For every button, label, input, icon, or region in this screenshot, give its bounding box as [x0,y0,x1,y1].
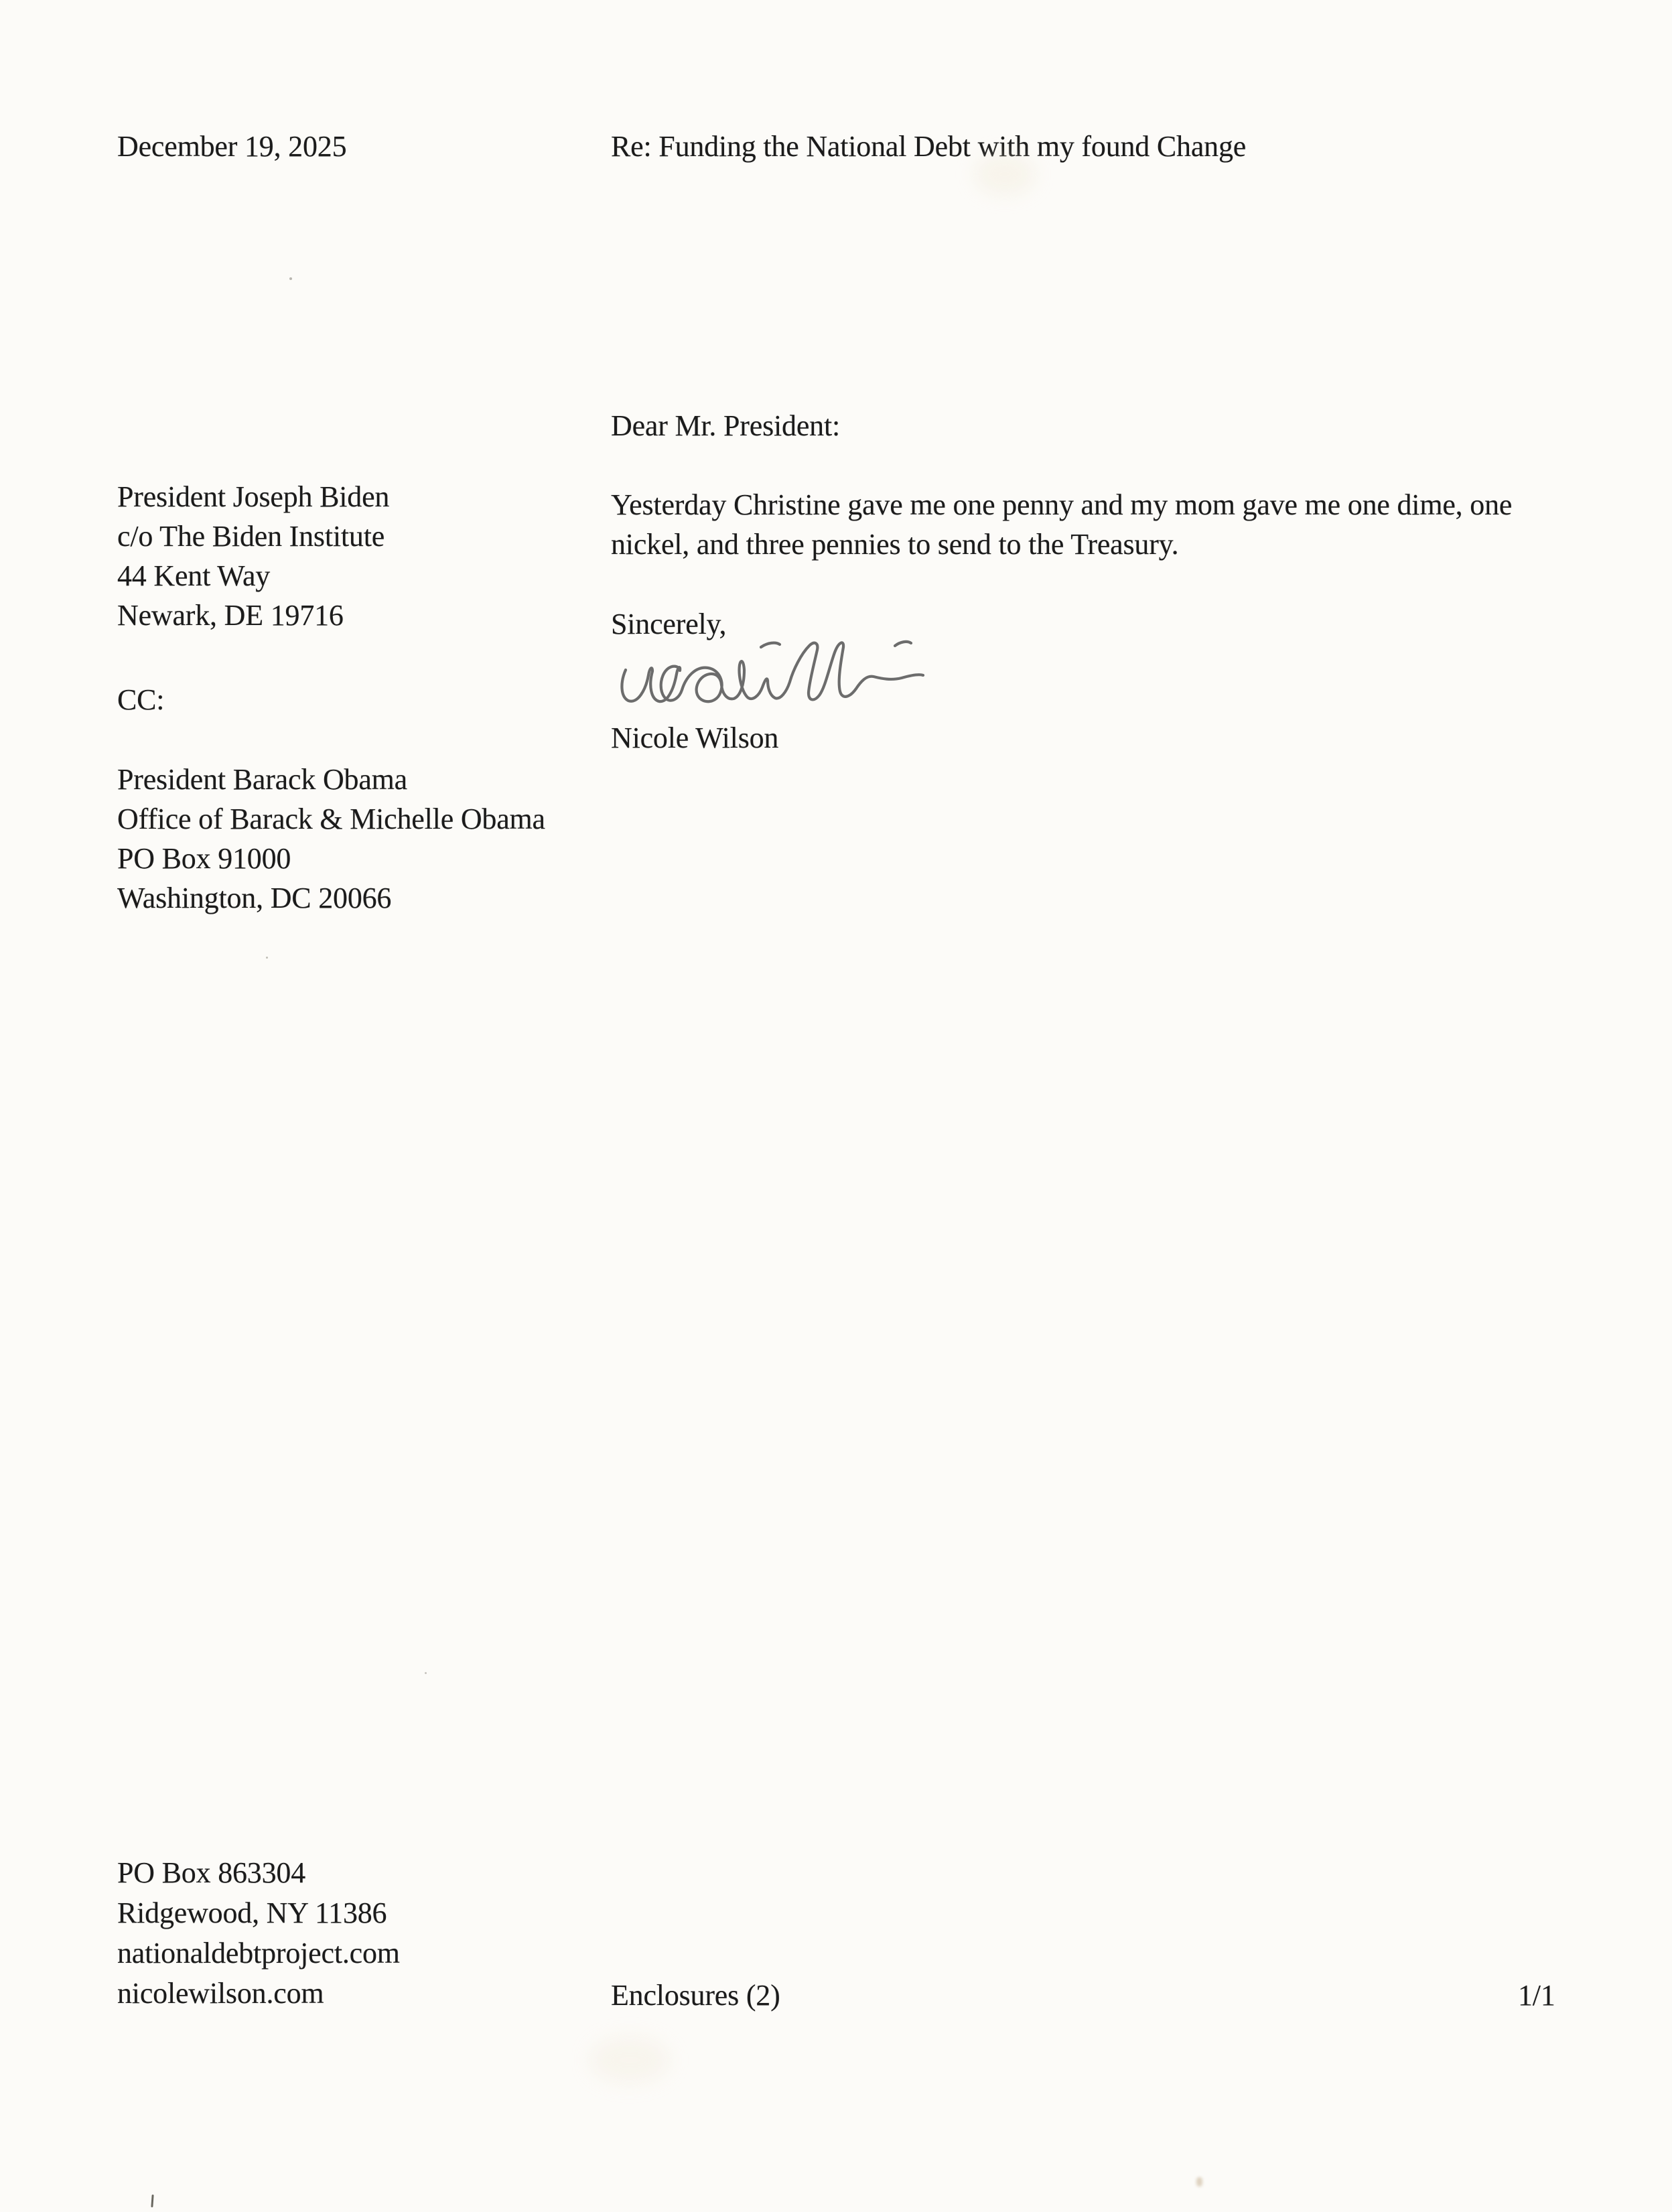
handwritten-signature [604,628,939,719]
sender-line: Ridgewood, NY 11386 [117,1896,387,1929]
paper-speckle [266,957,268,959]
paper-blotch [589,2036,670,2083]
address-line: c/o The Biden Institute [117,520,385,553]
address-line: Newark, DE 19716 [117,599,344,632]
address-line: President Barack Obama [117,763,408,796]
stray-ink-mark [151,2195,153,2207]
paper-speckle [425,1672,427,1674]
address-line: President Joseph Biden [117,480,390,513]
closing: Sincerely, [611,608,727,640]
enclosures-note: Enclosures (2) [611,1979,780,2012]
body-line: nickel, and three pennies to send to the Treasury. [611,528,1179,561]
address-line: PO Box 91000 [117,842,291,875]
cc-label: CC: [117,683,165,716]
sender-line: PO Box 863304 [117,1856,305,1889]
paper-speckle [289,277,292,280]
recipient-address [117,477,389,635]
body-paragraph [611,485,1512,564]
signer-name: Nicole Wilson [611,721,779,754]
salutation: Dear Mr. President: [611,409,841,442]
sender-line: nationaldebtproject.com [117,1937,400,1969]
address-line: 44 Kent Way [117,559,271,592]
cc-address [117,760,545,918]
address-line: Washington, DC 20066 [117,882,392,914]
sender-line: nicolewilson.com [117,1977,324,2010]
paper-blotch [975,154,1035,194]
address-line: Office of Barack & Michelle Obama [117,803,545,835]
paper-smudge [1196,2177,1202,2187]
subject-line: Re: Funding the National Debt with my found Change [611,130,1247,163]
signature-scribble-icon [604,628,939,719]
page-number: 1/1 [1518,1979,1555,2012]
sender-address [117,1853,400,2014]
body-line: Yesterday Christine gave me one penny and my mom gave me one dime, one [611,488,1513,521]
letter-date: December 19, 2025 [117,130,347,163]
